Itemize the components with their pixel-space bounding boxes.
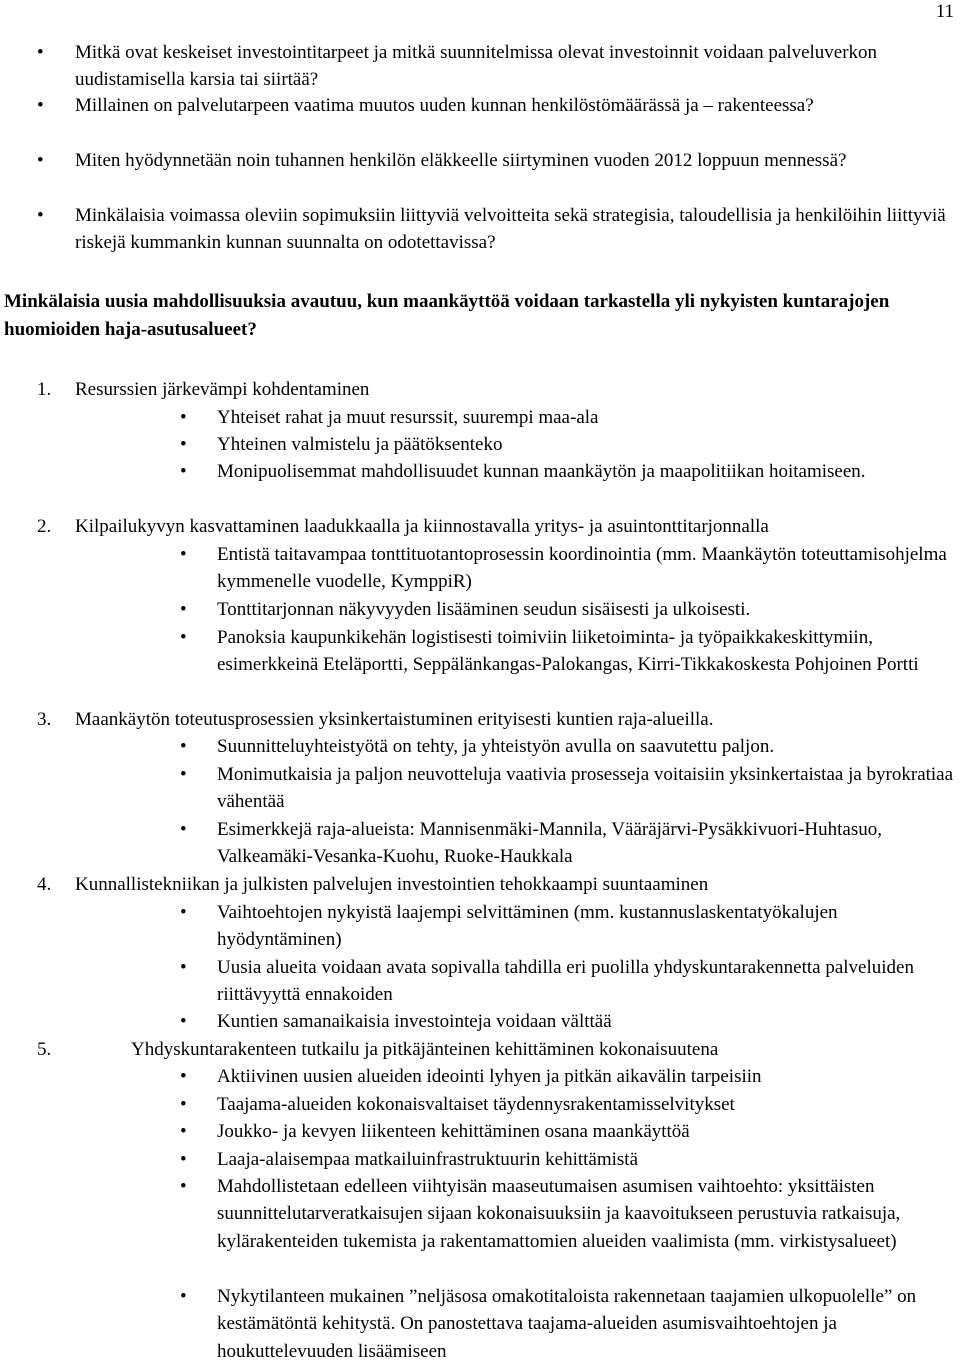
bullet-icon: • <box>180 1176 187 1197</box>
bullet-icon: • <box>180 627 187 648</box>
list-item <box>180 733 956 760</box>
list-item <box>180 1146 956 1173</box>
section-title: Kunnallistekniikan ja julkisten palvelujen investointien tehokkaampi suuntaaminen <box>75 874 709 895</box>
list-item-text: Entistä taitavampaa tonttituotantoprosessin koordinointia (mm. Maankäytön toteuttamisohjelma kymmenelle vuodelle, KymppiR) <box>217 544 947 593</box>
list-item-text: Panoksia kaupunkikehän logistisesti toimiviin liiketoiminta- ja työpaikkakeskittymiin, esimerkkeinä Eteläportti, Seppälänkangas-Palokangas, Kirri-Tikkakoskesta Pohjoinen Portti <box>217 627 919 676</box>
list-item-text: Esimerkkejä raja-alueista: Mannisenmäki-Mannila, Vääräjärvi-Pysäkkivuori-Huhtasuo, Valkeamäki-Vesanka-Kuohu, Ruoke-Haukkala <box>217 819 882 868</box>
list-item <box>180 899 956 954</box>
list-item-text: Mahdollistetaan edelleen viihtyisän maaseutumaisen asumisen vaihtoehto: yksittäisten suunnittelutarveratkaisujen sijaan kokonaisuuksiin ja kaavoitukseen perustuvia ratkaisuja, kylärakenteiden tukemista ja rakentamattomien alueiden vaalimista (mm. virkistysalueet) <box>217 1176 901 1252</box>
list-item-text: Kuntien samanaikaisia investointeja voidaan välttää <box>217 1011 612 1032</box>
list-item <box>180 624 956 679</box>
bullet-icon: • <box>180 544 187 565</box>
bullet-icon: • <box>180 461 187 482</box>
numbered-section-title <box>37 1036 957 1063</box>
list-item <box>180 1283 956 1365</box>
bullet-icon: • <box>180 599 187 620</box>
bullet-icon: • <box>180 764 187 785</box>
section-title: Kilpailukyvyn kasvattaminen laadukkaalla ja kiinnostavalla yritys- ja asuintonttitarjonnalla <box>75 516 769 537</box>
question-item <box>37 40 955 93</box>
section-heading: Minkälaisia uusia mahdollisuuksia avautuu, kun maankäyttöä voidaan tarkastella yli nykyisten kuntarajojen huomioiden haja-asutusalueet? <box>4 291 890 340</box>
numbered-section-title <box>37 513 957 540</box>
section-number: 4. <box>37 874 52 895</box>
question-item <box>37 148 955 175</box>
list-item <box>180 596 956 623</box>
question-text: Minkälaisia voimassa oleviin sopimuksiin liittyviä velvoitteita sekä strategisia, taloudellisia ja henkilöihin liittyviä riskejä kummankin kunnan suunnalta on odotettavissa? <box>75 205 946 253</box>
list-item-text: Nykytilanteen mukainen ”neljäsosa omakotitaloista rakennetaan taajamien ulkopuolelle” on kestämätöntä kehitystä. On panostettava taajama-alueiden asumisvaihtoehtojen ja houkuttelevuuden lisäämiseen <box>217 1286 917 1362</box>
bullet-icon: • <box>180 736 187 757</box>
section-number: 5. <box>37 1039 52 1060</box>
list-item-text: Joukko- ja kevyen liikenteen kehittäminen osana maankäyttöä <box>217 1121 690 1142</box>
bullet-icon: • <box>180 1011 187 1032</box>
bullet-icon: • <box>37 150 44 171</box>
list-item-text: Suunnitteluyhteistyötä on tehty, ja yhteistyön avulla on saavutettu paljon. <box>217 736 775 757</box>
list-item-text: Vaihtoehtojen nykyistä laajempi selvittäminen (mm. kustannuslaskentatyökalujen hyödyntäminen) <box>217 902 838 951</box>
bullet-icon: • <box>180 819 187 840</box>
section-number: 2. <box>37 516 52 537</box>
question-text: Mitkä ovat keskeiset investointitarpeet ja mitkä suunnitelmissa olevat investoinnit voidaan palveluverkon uudistamisella karsia tai siirtää? <box>75 42 878 90</box>
list-item <box>180 431 956 458</box>
list-item <box>180 761 956 816</box>
page-number: 11 <box>935 1 954 22</box>
bullet-icon: • <box>180 407 187 428</box>
list-item <box>180 404 956 431</box>
numbered-section-title <box>37 706 957 733</box>
bullet-icon: • <box>180 1066 187 1087</box>
list-item <box>180 1118 956 1145</box>
bullet-icon: • <box>180 957 187 978</box>
bullet-icon: • <box>37 205 44 226</box>
list-item <box>180 1091 956 1118</box>
bullet-icon: • <box>180 1149 187 1170</box>
bullet-icon: • <box>180 902 187 923</box>
bullet-icon: • <box>37 42 44 63</box>
list-item-text: Taajama-alueiden kokonaisvaltaiset täydennysrakentamisselvitykset <box>217 1094 735 1115</box>
list-item-text: Yhteinen valmistelu ja päätöksenteko <box>217 434 503 455</box>
list-item-text: Monipuolisemmat mahdollisuudet kunnan maankäytön ja maapolitiikan hoitamiseen. <box>217 461 866 482</box>
list-item-text: Laaja-alaisempaa matkailuinfrastruktuurin kehittämistä <box>217 1149 639 1170</box>
list-item-text: Yhteiset rahat ja muut resurssit, suurempi maa-ala <box>217 407 599 428</box>
list-item-text: Monimutkaisia ja paljon neuvotteluja vaativia prosesseja voitaisiin yksinkertaistaa ja byrokratiaa vähentää <box>217 764 954 813</box>
question-text: Miten hyödynnetään noin tuhannen henkilön eläkkeelle siirtyminen vuoden 2012 loppuun mennessä? <box>75 150 847 171</box>
list-item <box>180 1008 956 1035</box>
list-item <box>180 816 956 871</box>
list-item <box>180 1173 956 1255</box>
bullet-icon: • <box>180 1121 187 1142</box>
list-item <box>180 1063 956 1090</box>
question-text: Millainen on palvelutarpeen vaatima muutos uuden kunnan henkilöstömäärässä ja – rakenteessa? <box>75 95 814 116</box>
question-item <box>37 93 955 120</box>
section-title: Yhdyskuntarakenteen tutkailu ja pitkäjänteinen kehittäminen kokonaisuutena <box>131 1039 719 1060</box>
section-number: 3. <box>37 709 52 730</box>
bullet-icon: • <box>180 1094 187 1115</box>
numbered-section-title <box>37 376 957 403</box>
bullet-icon: • <box>180 434 187 455</box>
list-item <box>180 458 956 485</box>
section-title: Resurssien järkevämpi kohdentaminen <box>75 379 370 400</box>
list-item-text: Tonttitarjonnan näkyvyyden lisääminen seudun sisäisesti ja ulkoisesti. <box>217 599 751 620</box>
section-number: 1. <box>37 379 52 400</box>
bullet-icon: • <box>180 1286 187 1307</box>
bullet-icon: • <box>37 95 44 116</box>
numbered-section-title <box>37 871 957 898</box>
section-title: Maankäytön toteutusprosessien yksinkertaistuminen erityisesti kuntien raja-alueilla. <box>75 709 714 730</box>
list-item <box>180 954 956 1009</box>
list-item <box>180 541 956 596</box>
list-item-text: Uusia alueita voidaan avata sopivalla tahdilla eri puolilla yhdyskuntarakennetta palveluiden riittävyyttä ennakoiden <box>217 957 914 1006</box>
list-item-text: Aktiivinen uusien alueiden ideointi lyhyen ja pitkän aikavälin tarpeisiin <box>217 1066 762 1087</box>
question-item <box>37 203 955 256</box>
